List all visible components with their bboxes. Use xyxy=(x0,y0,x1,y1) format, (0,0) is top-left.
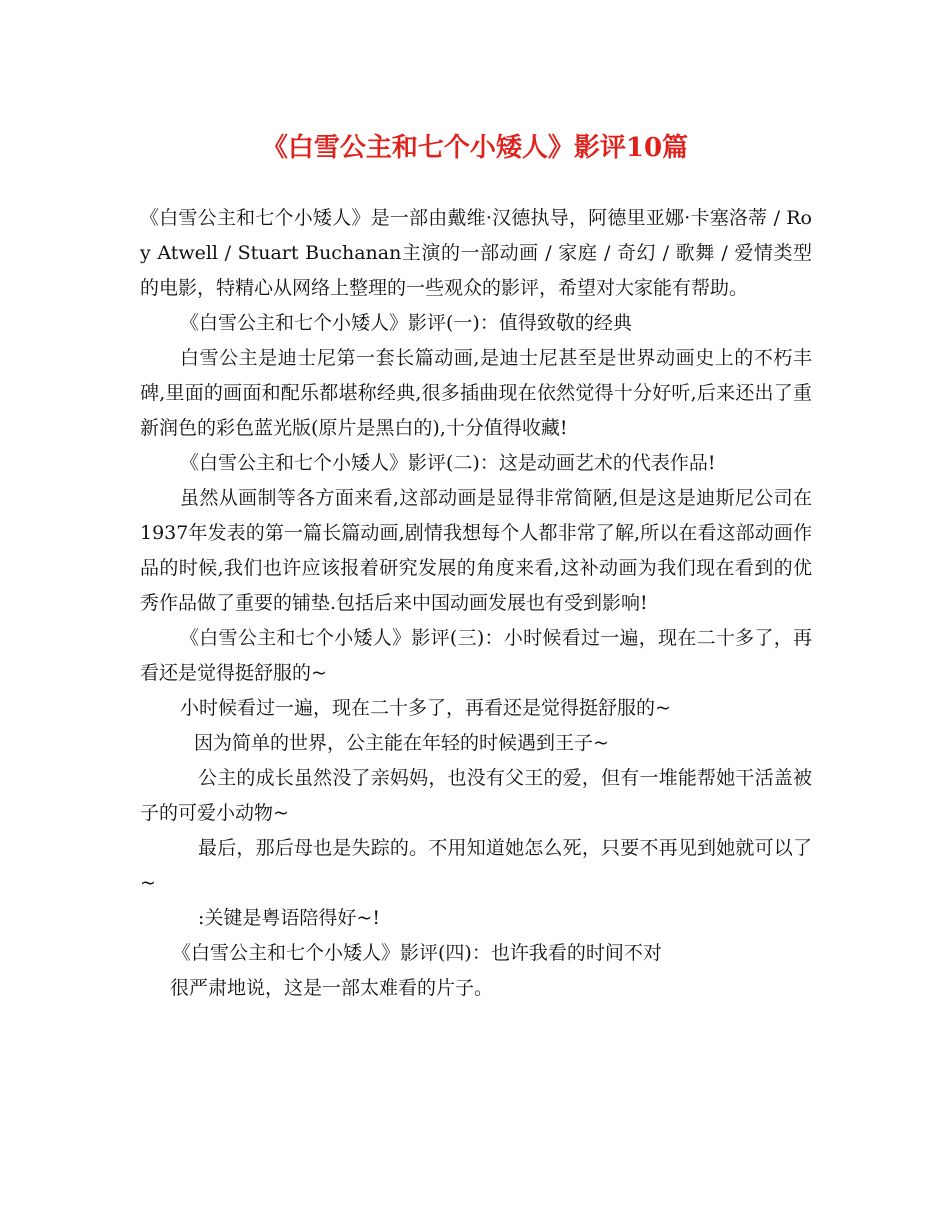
review-heading-4: 《白雪公主和七个小矮人》影评(四)：也许我看的时间不对 xyxy=(172,942,662,964)
review-paragraph-4: 很严肃地说，这是一部太难看的片子。 xyxy=(170,977,494,999)
review-heading-2: 《白雪公主和七个小矮人》影评(二)：这是动画艺术的代表作品! xyxy=(180,452,716,474)
review-heading-3: 《白雪公主和七个小矮人》影评(三)：小时候看过一遍，现在二十多了，再看还是觉得挺舒服的~ xyxy=(140,627,812,684)
review-paragraph-2: 虽然从画制等各方面来看,这部动画是显得非常简陋,但是这是迪斯尼公司在1937年发表的第一篇长篇动画,剧情我想每个人都非常了解,所以在看这部动画作品的时候,我们也许应该报着研究发展的角度来看,这补动画为我们现在看到的优秀作品做了重要的铺垫.包括后来中国动画发展也有受到影响! xyxy=(140,487,812,614)
review-paragraph-3-line-2: 因为简单的世界，公主能在年轻的时候遇到王子~ xyxy=(194,732,609,754)
review-paragraph-3-line-5: :关键是粤语陪得好~! xyxy=(198,907,380,929)
intro-paragraph: 《白雪公主和七个小矮人》是一部由戴维·汉德执导，阿德里亚娜·卡塞洛蒂 / Roy Atwell / Stuart Buchanan主演的一部动画 / 家庭 / 奇幻 / 歌舞 / 爱情类型的电影，特精心从网络上整理的一些观众的影评，希望对大家能有帮助。 xyxy=(140,207,812,299)
review-paragraph-3-line-3: 公主的成长虽然没了亲妈妈，也没有父王的爱，但有一堆能帮她干活盖被子的可爱小动物~ xyxy=(140,767,812,824)
review-heading-1: 《白雪公主和七个小矮人》影评(一)：值得致敬的经典 xyxy=(180,312,632,334)
review-paragraph-3-line-1: 小时候看过一遍，现在二十多了，再看还是觉得挺舒服的~ xyxy=(180,697,671,719)
review-paragraph-3-line-4: 最后，那后母也是失踪的。不用知道她怎么死，只要不再见到她就可以了~ xyxy=(140,837,812,894)
document-body xyxy=(140,201,812,1006)
document-title: 《白雪公主和七个小矮人》影评10篇 xyxy=(261,133,689,163)
review-paragraph-1: 白雪公主是迪士尼第一套长篇动画,是迪士尼甚至是世界动画史上的不朽丰碑,里面的画面和配乐都堪称经典,很多插曲现在依然觉得十分好听,后来还出了重新润色的彩色蓝光版(原片是黑白的),十分值得收藏! xyxy=(140,347,812,439)
